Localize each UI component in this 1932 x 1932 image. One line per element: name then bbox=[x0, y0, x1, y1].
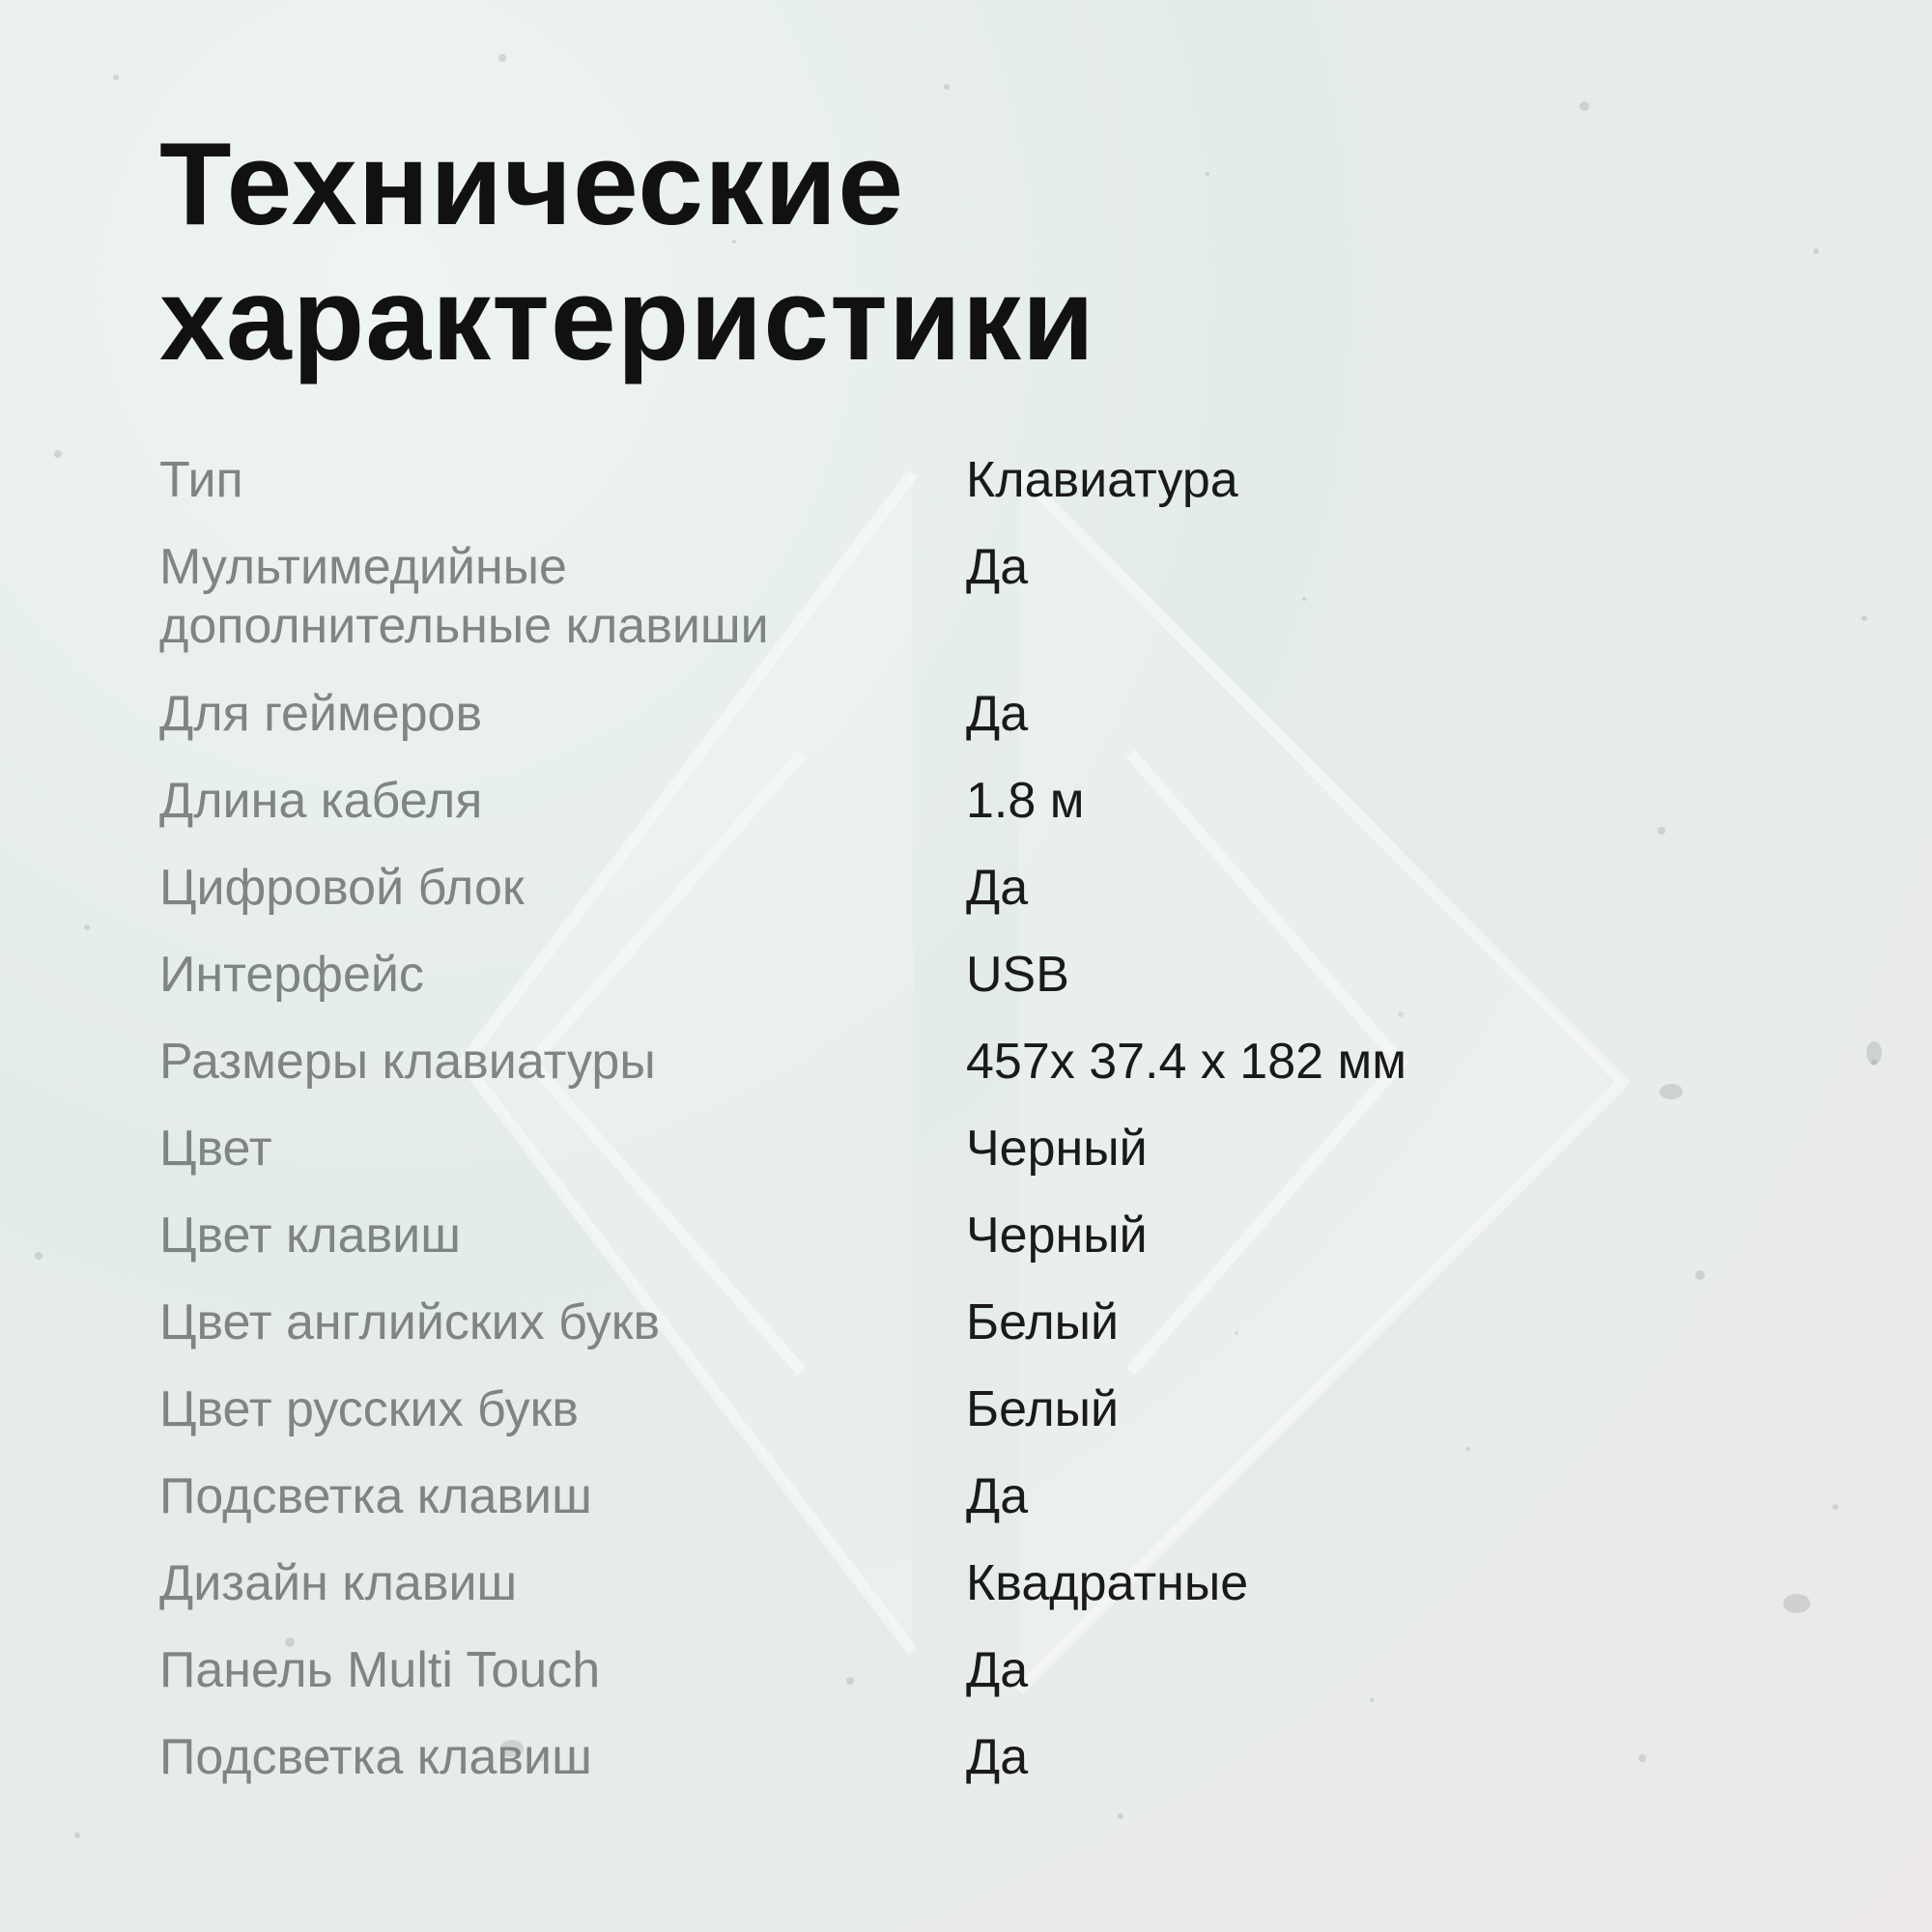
spec-row bbox=[159, 1717, 1802, 1804]
spec-value: USB bbox=[966, 947, 1069, 1003]
spec-row bbox=[159, 1543, 1802, 1630]
spec-label: Цвет клавиш bbox=[159, 1208, 461, 1264]
spec-value: Да bbox=[966, 1729, 1029, 1785]
spec-row bbox=[159, 847, 1802, 934]
spec-value: 457x 37.4 x 182 мм bbox=[966, 1034, 1407, 1090]
spec-row bbox=[159, 934, 1802, 1021]
spec-sheet bbox=[159, 116, 1802, 1804]
spec-label: Цвет русских букв bbox=[159, 1381, 579, 1437]
spec-value: Да bbox=[966, 539, 1029, 595]
spec-value: Квадратные bbox=[966, 1555, 1249, 1611]
spec-label: Мультимедийные дополнительные клавиши bbox=[159, 539, 769, 654]
spec-row bbox=[159, 1630, 1802, 1717]
spec-label: Цвет bbox=[159, 1121, 272, 1177]
spec-row bbox=[159, 1108, 1802, 1195]
spec-label: Подсветка клавиш bbox=[159, 1468, 592, 1524]
spec-row bbox=[159, 440, 1802, 526]
spec-label: Интерфейс bbox=[159, 947, 424, 1003]
spec-value: Да bbox=[966, 1468, 1029, 1524]
spec-label: Длина кабеля bbox=[159, 773, 483, 829]
spec-label: Цвет английских букв bbox=[159, 1294, 661, 1350]
spec-value: Белый bbox=[966, 1294, 1120, 1350]
spec-row bbox=[159, 1195, 1802, 1282]
spec-row bbox=[159, 1456, 1802, 1543]
spec-value: Да bbox=[966, 1642, 1029, 1698]
spec-table bbox=[159, 440, 1802, 1804]
spec-label: Панель Multi Touch bbox=[159, 1642, 601, 1698]
spec-row bbox=[159, 1021, 1802, 1108]
spec-label: Тип bbox=[159, 452, 243, 508]
spec-label: Дизайн клавиш bbox=[159, 1555, 518, 1611]
spec-value: Клавиатура bbox=[966, 452, 1238, 508]
spec-label: Размеры клавиатуры bbox=[159, 1034, 656, 1090]
spec-row bbox=[159, 526, 1802, 673]
page-title: Технические характеристики bbox=[159, 118, 1095, 384]
spec-value: Да bbox=[966, 686, 1029, 742]
spec-value: Черный bbox=[966, 1208, 1148, 1264]
spec-value: Да bbox=[966, 860, 1029, 916]
spec-row bbox=[159, 760, 1802, 847]
spec-value: 1.8 м bbox=[966, 773, 1085, 829]
spec-label: Для геймеров bbox=[159, 686, 483, 742]
spec-label: Цифровой блок bbox=[159, 860, 525, 916]
spec-value: Белый bbox=[966, 1381, 1120, 1437]
spec-value: Черный bbox=[966, 1121, 1148, 1177]
spec-row bbox=[159, 1282, 1802, 1369]
spec-label: Подсветка клавиш bbox=[159, 1729, 592, 1785]
spec-row bbox=[159, 673, 1802, 760]
spec-row bbox=[159, 1369, 1802, 1456]
